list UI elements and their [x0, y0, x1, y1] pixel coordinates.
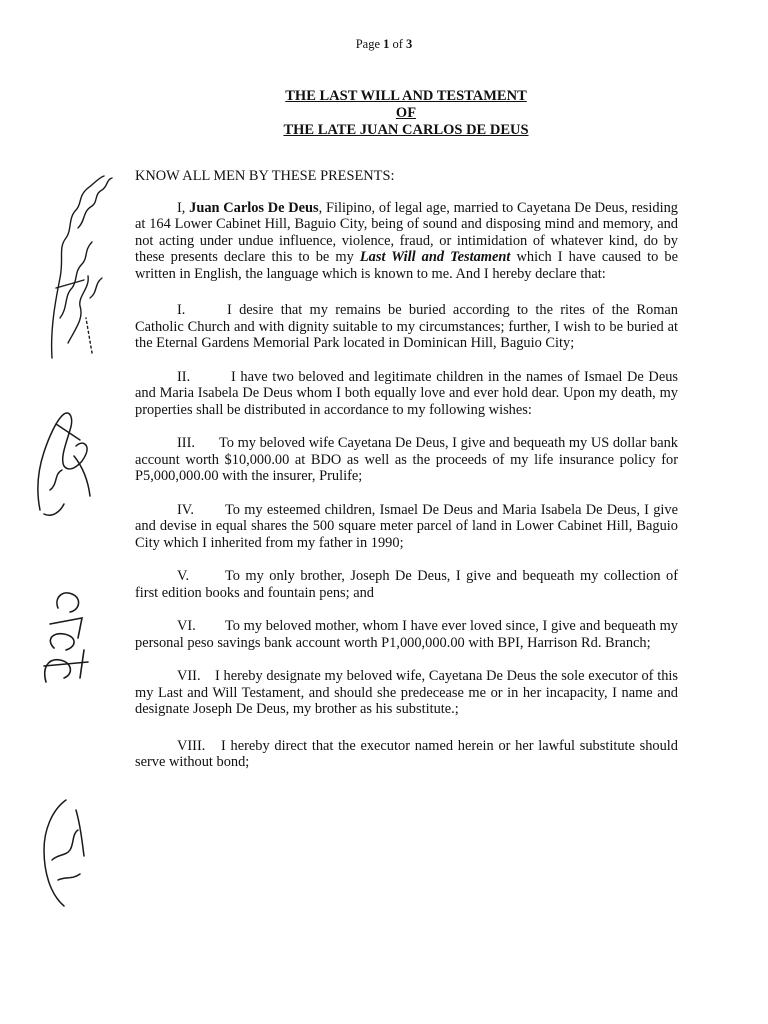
title-line-2: OF	[395, 105, 417, 121]
last-will-phrase: Last Will and Testament	[359, 249, 511, 265]
item-text: To my esteemed children, Ismael De Deus and Maria Isabela De Deus, I give and devise in equal shares the 500 square meter parcel of land in Lower Cabinet Hill, Baguio City which I inherited from my father in 1990;	[135, 501, 678, 551]
item-text: To my only brother, Joseph De Deus, I give and bequeath my collection of first edition books and fountain pens; and	[135, 568, 678, 601]
item-2	[135, 369, 678, 419]
item-text: I have two beloved and legitimate children in the names of Ismael De Deus and Maria Isabela De Deus whom I both equally love and ever hold dear. Upon my death, my properties shall be distributed in accordance to my following wishes:	[135, 368, 678, 418]
item-text: To my beloved wife Cayetana De Deus, I give and bequeath my US dollar bank account worth $10,000.00 at BDO as well as the proceeds of my life insurance policy for P5,000,000.00 with the insurer, Prulife;	[135, 435, 678, 484]
item-text: I hereby direct that the executor named herein or her lawful substitute should serve without bond;	[135, 737, 678, 770]
page-number	[0, 37, 768, 52]
page-current: 1	[383, 37, 390, 51]
signature-2	[30, 400, 102, 530]
intro-mid: , Filipino, of legal age, married to Cayetana De Deus, residing at 164 Lower Cabinet Hill, Baguio City, being of sound and disposing mind and memory, and not acting under undue influence, violence, fraud, or intimidation of whatever kind, do by these presents declare this to be my	[135, 199, 678, 265]
item-8	[135, 738, 678, 771]
item-number: VII.	[177, 668, 201, 684]
signature-3	[34, 578, 98, 698]
document-title	[0, 88, 768, 139]
intro-paragraph	[135, 200, 678, 283]
item-3	[135, 435, 678, 485]
item-number: VI.	[177, 618, 196, 634]
title-line-3: THE LATE JUAN CARLOS DE DEUS	[283, 122, 529, 138]
item-text: I hereby designate my beloved wife, Cayetana De Deus the sole executor of this my Last and Will Testament, and should she predecease me or in her incapacity, I name and designate Joseph De Deus, my brother as his substitute.;	[135, 668, 678, 717]
item-number: III.	[177, 435, 195, 451]
know-all-men: KNOW ALL MEN BY THESE PRESENTS:	[135, 168, 395, 184]
item-5	[135, 568, 678, 601]
signature-1	[38, 168, 118, 368]
item-1	[135, 302, 678, 352]
title-line-1: THE LAST WILL AND TESTAMENT	[285, 88, 527, 104]
item-text: I desire that my remains be buried according to the rites of the Roman Catholic Church and with dignity suitable to my circumstances; further, I wish to be buried at the Eternal Gardens Memorial Park located in Dominican Hill, Baguio City;	[135, 302, 678, 351]
document-body	[135, 168, 678, 771]
item-number: I.	[177, 302, 186, 318]
intro-post: which I have caused to be written in English, the language which is known to me. And I hereby declare that:	[135, 249, 679, 282]
item-number: VIII.	[177, 737, 206, 754]
signature-4	[36, 790, 92, 914]
testator-name: Juan Carlos De Deus	[189, 199, 319, 216]
item-4	[135, 502, 678, 552]
item-number: IV.	[177, 501, 194, 518]
item-7	[135, 668, 678, 718]
item-text: To my beloved mother, whom I have ever loved since, I give and bequeath my personal peso savings bank account worth P1,000,000.00 with BPI, Harrison Rd. Branch;	[135, 618, 678, 651]
item-6	[135, 618, 678, 651]
intro-pre: I,	[177, 199, 190, 216]
item-number: II.	[177, 368, 191, 385]
page-total: 3	[406, 37, 413, 51]
item-number: V.	[177, 568, 190, 584]
page-word: Page	[355, 37, 380, 51]
page-of: of	[392, 37, 403, 51]
